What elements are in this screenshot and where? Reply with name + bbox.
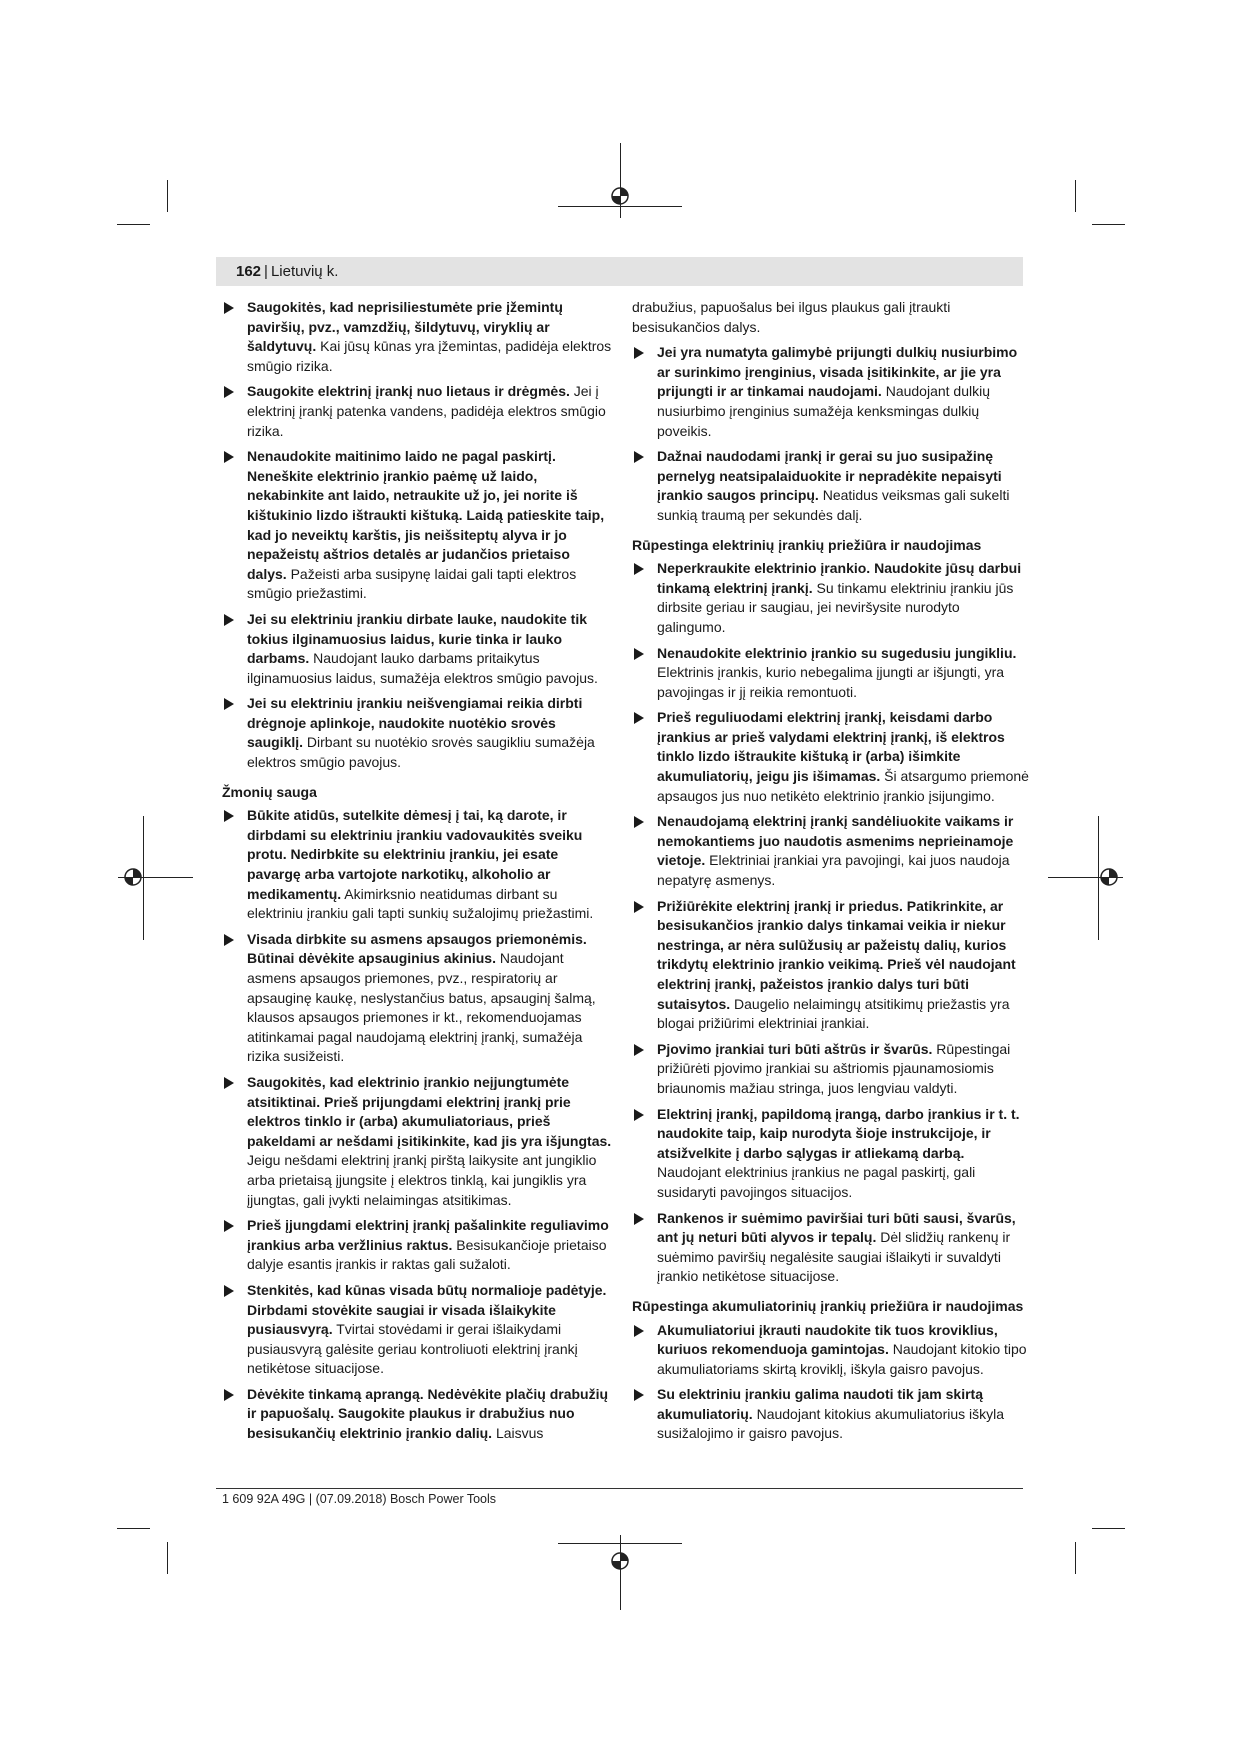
list-item	[222, 1216, 612, 1275]
bullet-list	[632, 559, 1030, 1287]
item-body-text: Daugelio nelaimingų atsitikimų priežastis yra blogai prižiūrimi elektriniai įrankiai.	[657, 995, 1010, 1032]
bullet-triangle-icon	[224, 1077, 234, 1089]
list-item	[222, 610, 612, 688]
item-body-text: Naudojant asmens apsaugos priemones, pvz., respiratorių ar apsauginę kaukę, neslystančius batus, apsauginį šalmą, klausos apsaugos priemones ir kt., rekomenduojamas atitinkamai pagal naudojamą elektrinį įrankį, sumažėja rizika susižeisti.	[247, 950, 596, 1065]
list-item	[632, 1040, 1030, 1099]
header-separator: |	[264, 263, 268, 280]
bullet-list	[222, 806, 612, 1443]
bullet-triangle-icon	[224, 614, 234, 626]
item-strong-text: Jei su elektriniu įrankiu neišvengiamai reikia dirbti drėgnoje aplinkoje, naudokite nuotėkio srovės saugiklį.	[247, 695, 583, 751]
bullet-triangle-icon	[634, 1213, 644, 1225]
bullet-list	[222, 298, 612, 773]
list-item	[632, 897, 1030, 1034]
crop-mark	[1075, 180, 1076, 212]
item-strong-text: Saugokitės, kad neprisiliestumėte prie įžemintų paviršių, pvz., vamzdžių, šildytuvų, viryklių ar šaldytuvų.	[247, 299, 563, 355]
bullet-triangle-icon	[634, 347, 644, 359]
bullet-triangle-icon	[634, 1044, 644, 1056]
bullet-triangle-icon	[634, 563, 644, 575]
item-body-text: Laisvus	[492, 1425, 544, 1442]
item-body-text: Kai jūsų kūnas yra įžemintas, padidėja elektros smūgio rizika.	[247, 338, 612, 374]
item-body-text: Naudojant lauko darbams pritaikytus ilginamuosius laidus, sumažėja elektros smūgio pavojus.	[247, 650, 598, 686]
bullet-triangle-icon	[634, 901, 644, 913]
list-item	[222, 1281, 612, 1379]
item-body-text: Neatidus veiksmas gali sukelti sunkią traumą per sekundės dalį.	[657, 487, 1010, 523]
bullet-list	[632, 343, 1030, 525]
item-strong-text: Saugokite elektrinį įrankį nuo lietaus ir drėgmės.	[247, 383, 570, 400]
registration-target-icon	[122, 866, 144, 888]
bullet-triangle-icon	[634, 816, 644, 828]
list-item	[222, 806, 612, 924]
right-column	[632, 298, 1030, 1450]
list-item	[222, 382, 612, 441]
bullet-triangle-icon	[224, 698, 234, 710]
registration-target-icon	[609, 185, 631, 207]
item-strong-text: Nenaudokite elektrinio įrankio su sugedusiu jungikliu.	[657, 644, 1017, 661]
continuation-text: drabužius, papuošalus bei ilgus plaukus gali įtraukti besisukančios dalys.	[632, 299, 951, 335]
list-item	[632, 1209, 1030, 1287]
list-item	[632, 1385, 1030, 1444]
bullet-triangle-icon	[634, 1325, 644, 1337]
item-body-text: Elektrinis įrankis, kurio nebegalima įjungti ar išjungti, yra pavojingas ir jį reikia remontuoti.	[657, 664, 1005, 700]
list-item	[632, 1321, 1030, 1380]
bullet-triangle-icon	[634, 648, 644, 660]
footer-rule	[216, 1488, 1023, 1489]
item-body-text: Jei į elektrinį įrankį patenka vandens, padidėja elektros smūgio rizika.	[247, 383, 606, 439]
bullet-triangle-icon	[224, 810, 234, 822]
registration-target-icon	[609, 1550, 631, 1572]
crop-mark	[1092, 224, 1125, 225]
item-body-text: Akimirksnio neatidumas dirbant su elektriniu įrankiu gali tapti sunkių sužalojimų priežastimi.	[247, 885, 594, 922]
list-item	[222, 1073, 612, 1210]
crop-mark	[117, 224, 150, 225]
item-body-text: Ši atsargumo priemonė apsaugos jus nuo netikėto elektrinio įrankio įsijungimo.	[657, 768, 1029, 804]
item-strong-text: Dažnai naudodami įrankį ir gerai su juo susipažinę pernelyg neatsipalaiduokite ir nepradėkite nepaisyti įrankio saugos principų.	[657, 448, 1002, 504]
crop-mark	[117, 1528, 150, 1529]
section-heading: Rūpestinga akumuliatorinių įrankių priežiūra ir naudojimas	[632, 1297, 1024, 1314]
item-strong-text: Visada dirbkite su asmens apsaugos priemonėmis. Būtinai dėvėkite apsauginius akinius.	[247, 930, 587, 967]
bullet-triangle-icon	[634, 1109, 644, 1121]
bullet-triangle-icon	[224, 451, 234, 463]
registration-line	[620, 1535, 621, 1610]
page-number: 162	[236, 263, 262, 280]
item-strong-text: Prižiūrėkite elektrinį įrankį ir priedus. Patikrinkite, ar besisukančios įrankio dalys tinkamai veikia ir niekur nestringa, ar nėra sulūžusių ar pažeistų dalių, kurios trikdytų elektrinio įrankio veikimą. Prieš vėl naudojant elektrinį įrankį, pažeistos įrankio dalys turi būti sutaisytos.	[657, 897, 1016, 1012]
item-body-text: Besisukančioje prietaiso dalyje esantis įrankis ir raktas gali sužaloti.	[247, 1236, 607, 1273]
item-strong-text: Jei yra numatyta galimybė prijungti dulkių nusiurbimo ar surinkimo įrenginius, visada įsitikinkite, ar jie yra prijungti ir ar tinkamai naudojami.	[657, 344, 1018, 400]
item-body-text: Naudojant kitokius akumuliatorius iškyla susižalojimo ir gaisro pavojus.	[657, 1405, 1005, 1442]
item-body-text: Rūpestingai prižiūrėti pjovimo įrankiai su aštriomis pjaunamosiomis briaunomis mažiau stringa, juos lengviau valdyti.	[657, 1040, 1011, 1096]
list-item	[222, 447, 612, 604]
item-body-text: Dirbant su nuotėkio srovės saugikliu sumažėja elektros smūgio pavojus.	[247, 734, 595, 771]
list-item	[632, 343, 1030, 441]
item-strong-text: Elektrinį įrankį, papildomą įrangą, darbo įrankius ir t. t. naudokite taip, kaip nurodyta šioje instrukcijoje, ir atsižvelkite į darbo sąlygas ir atliekamą darbą.	[657, 1105, 1020, 1161]
item-body-text: Pažeisti arba susipynę laidai gali tapti elektros smūgio priežastimi.	[247, 565, 577, 602]
bullet-triangle-icon	[224, 934, 234, 946]
bullet-list	[632, 1321, 1030, 1445]
item-strong-text: Jei su elektriniu įrankiu dirbate lauke, naudokite tik tokius ilginamuosius laidus, kurie tinka ir lauko darbams.	[247, 610, 587, 667]
bullet-triangle-icon	[224, 1285, 234, 1297]
list-item	[222, 930, 612, 1067]
left-column	[222, 298, 612, 1450]
item-body-text: Naudojant kitokio tipo akumuliatoriams skirtą kroviklį, iškyla gaisro pavojus.	[657, 1341, 1027, 1377]
list-item	[632, 708, 1030, 806]
item-strong-text: Neperkraukite elektrinio įrankio. Naudokite jūsų darbui tinkamą elektrinį įrankį.	[657, 560, 1022, 596]
item-strong-text: Dėvėkite tinkamą aprangą. Nedėvėkite plačių drabužių ir papuošalų. Saugokite plaukus ir drabužius nuo besisukančių elektrinio įrankio dalių.	[247, 1385, 609, 1442]
bullet-triangle-icon	[634, 1389, 644, 1401]
page-header	[216, 257, 1023, 286]
item-body-text: Tvirtai stovėdami ir gerai išlaikydami pusiausvyrą galėsite geriau kontroliuoti elektrinį įrankį netikėtose situacijose.	[247, 1321, 578, 1377]
registration-target-icon	[1098, 866, 1120, 888]
crop-mark	[1075, 1542, 1076, 1574]
item-body-text: Naudojant elektrinius įrankius ne pagal paskirtį, gali susidaryti pavojingos situacijos.	[657, 1164, 976, 1200]
item-strong-text: Stenkitės, kad kūnas visada būtų normalioje padėtyje. Dirbdami stovėkite saugiai ir visada išlaikykite pusiausvyrą.	[247, 1281, 607, 1338]
list-item	[222, 1385, 612, 1444]
list-item	[632, 559, 1030, 637]
bullet-triangle-icon	[224, 1220, 234, 1232]
item-strong-text: Prieš įjungdami elektrinį įrankį pašalinkite reguliavimo įrankius arba veržlinius raktus.	[247, 1217, 609, 1253]
list-item	[222, 298, 612, 376]
bullet-triangle-icon	[634, 712, 644, 724]
bullet-triangle-icon	[634, 451, 644, 463]
item-strong-text: Su elektriniu įrankiu galima naudoti tik jam skirtą akumuliatorių.	[657, 1386, 983, 1422]
list-item	[632, 1105, 1030, 1203]
item-strong-text: Būkite atidūs, sutelkite dėmesį į tai, ką darote, ir dirbdami su elektriniu įrankiu vadovaukitės sveiku protu. Nedirbkite su elektriniu įrankiu, jei esate pavargę arba vartojote narkotikų, alkoholio ar medikamentų.	[247, 807, 583, 902]
item-body-text: Su tinkamu elektriniu įrankiu jūs dirbsite geriau ir saugiau, jei neviršysite nurodyto galingumo.	[657, 579, 1014, 635]
bullet-triangle-icon	[224, 386, 234, 398]
list-item	[632, 812, 1030, 890]
registration-line	[558, 1543, 682, 1544]
language-label: Lietuvių k.	[270, 263, 339, 280]
section-heading: Rūpestinga elektrinių įrankių priežiūra ir naudojimas	[632, 536, 982, 553]
section-heading: Žmonių sauga	[222, 783, 317, 800]
crop-mark	[1092, 1528, 1125, 1529]
item-body-text: Naudojant dulkių nusiurbimo įrenginius sumažėja kenksmingas dulkių poveikis.	[657, 383, 991, 439]
list-item	[632, 644, 1030, 703]
list-item	[632, 447, 1030, 525]
item-strong-text: Rankenos ir suėmimo paviršiai turi būti sausi, švarūs, ant jų neturi būti alyvos ir tepalų.	[657, 1209, 1016, 1246]
crop-mark	[167, 1542, 168, 1574]
item-body-text: Dėl slidžių rankenų ir suėmimo paviršių negalėsite saugiai išlaikyti ir suvaldyti įrankio netikėtose situacijose.	[657, 1229, 1011, 1285]
item-strong-text: Prieš reguliuodami elektrinį įrankį, keisdami darbo įrankius ar prieš valydami elektrinį įrankį, iš elektros tinklo lizdo ištraukite kištuką ir (arba) išimkite akumuliatorių, jeigu jis išimamas.	[657, 709, 1005, 785]
item-body-text: Jeigu nešdami elektrinį įrankį pirštą laikysite ant jungiklio arba prietaisą įjungsite į elektros tinklą, kai jungiklis yra įjungtas, gali įvykti nelaimingas atsitikimas.	[247, 1152, 597, 1208]
item-strong-text: Saugokitės, kad elektrinio įrankio neįjungtumėte atsitiktinai. Prieš prijungdami elektrinį įrankį prie elektros tinklo ir (arba) akumuliatoriaus, prieš pakeldami ar nešdami įsitikinkite, kad jis yra išjungtas.	[247, 1073, 612, 1149]
bullet-triangle-icon	[224, 1389, 234, 1401]
item-strong-text: Nenaudojamą elektrinį įrankį sandėliuokite vaikams ir nemokantiems juo naudotis asmenims neprieinamoje vietoje.	[657, 813, 1014, 869]
item-strong-text: Akumuliatoriui įkrauti naudokite tik tuos kroviklius, kuriuos rekomenduoja gamintojas.	[657, 1321, 998, 1358]
item-strong-text: Pjovimo įrankiai turi būti aštrūs ir švarūs.	[657, 1040, 933, 1057]
item-body-text: Elektriniai įrankiai yra pavojingi, kai juos naudoja nepatyrę asmenys.	[657, 852, 1010, 889]
bullet-triangle-icon	[224, 302, 234, 314]
crop-mark	[167, 180, 168, 212]
list-item	[222, 694, 612, 772]
item-strong-text: Nenaudokite maitinimo laido ne pagal paskirtį. Neneškite elektrinio įrankio paėmę už laido, nekabinkite ant laido, netraukite už jo, jei norite iš kištukinio lizdo ištraukti kištuką. Laidą patieskite taip, kad jo neveiktų karštis, jis neišsiteptų alyva ir jo nepažeistų aštrios detalės ar judančios prietaiso dalys.	[247, 448, 605, 582]
footer-text: 1 609 92A 49G | (07.09.2018) Bosch Power Tools	[222, 1492, 497, 1506]
